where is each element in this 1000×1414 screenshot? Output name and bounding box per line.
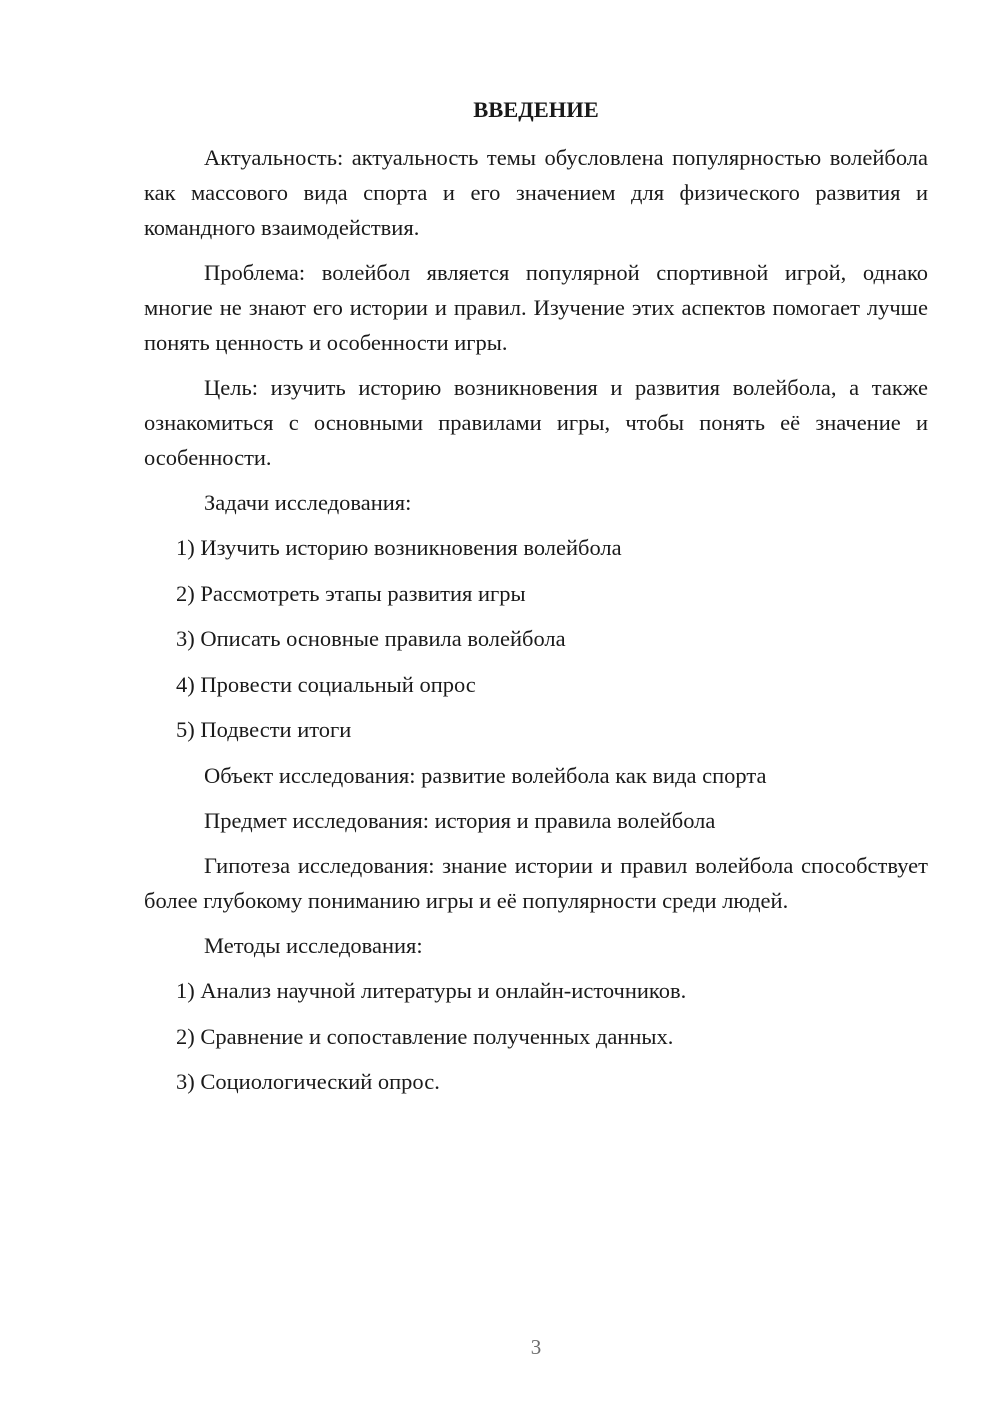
hypothesis-paragraph: Гипотеза исследования: знание истории и правил волейбола способствует более глубокому пониманию игры и её популярности среди людей. bbox=[144, 852, 928, 913]
relevance-paragraph: Актуальность: актуальность темы обусловлена популярностью волейбола как массового вида спорта и его значением для физического развития и командного взаимодействия. bbox=[144, 145, 928, 240]
list-item: 2) Рассмотреть этапы развития игры bbox=[176, 580, 526, 606]
section-heading: ВВЕДЕНИЕ bbox=[473, 97, 599, 122]
list-item: 4) Провести социальный опрос bbox=[176, 671, 476, 697]
object-line: Объект исследования: развитие волейбола как вида спорта bbox=[204, 762, 767, 788]
methods-title: Методы исследования: bbox=[204, 932, 423, 958]
list-item: 3) Описать основные правила волейбола bbox=[176, 626, 566, 652]
list-item: 1) Анализ научной литературы и онлайн-источников. bbox=[176, 977, 687, 1003]
tasks-title: Задачи исследования: bbox=[204, 490, 412, 515]
goal-paragraph: Цель: изучить историю возникновения и развития волейбола, а также ознакомиться с основными правилами игры, чтобы понять её значение и особенности. bbox=[144, 375, 928, 470]
list-item: 3) Социологический опрос. bbox=[176, 1069, 440, 1095]
list-item: 1) Изучить историю возникновения волейбола bbox=[176, 535, 622, 560]
page-number: 3 bbox=[530, 1335, 542, 1359]
tasks-list bbox=[144, 530, 928, 747]
problem-paragraph: Проблема: волейбол является популярной спортивной игрой, однако многие не знают его истории и правил. Изучение этих аспектов помогает лучше понять ценность и особенности игры. bbox=[144, 260, 928, 355]
list-item: 5) Подвести итоги bbox=[176, 717, 352, 743]
subject-line: Предмет исследования: история и правила волейбола bbox=[204, 807, 716, 833]
page-content bbox=[144, 94, 928, 1110]
list-item: 2) Сравнение и сопоставление полученных данных. bbox=[176, 1023, 674, 1049]
methods-list bbox=[144, 973, 928, 1099]
